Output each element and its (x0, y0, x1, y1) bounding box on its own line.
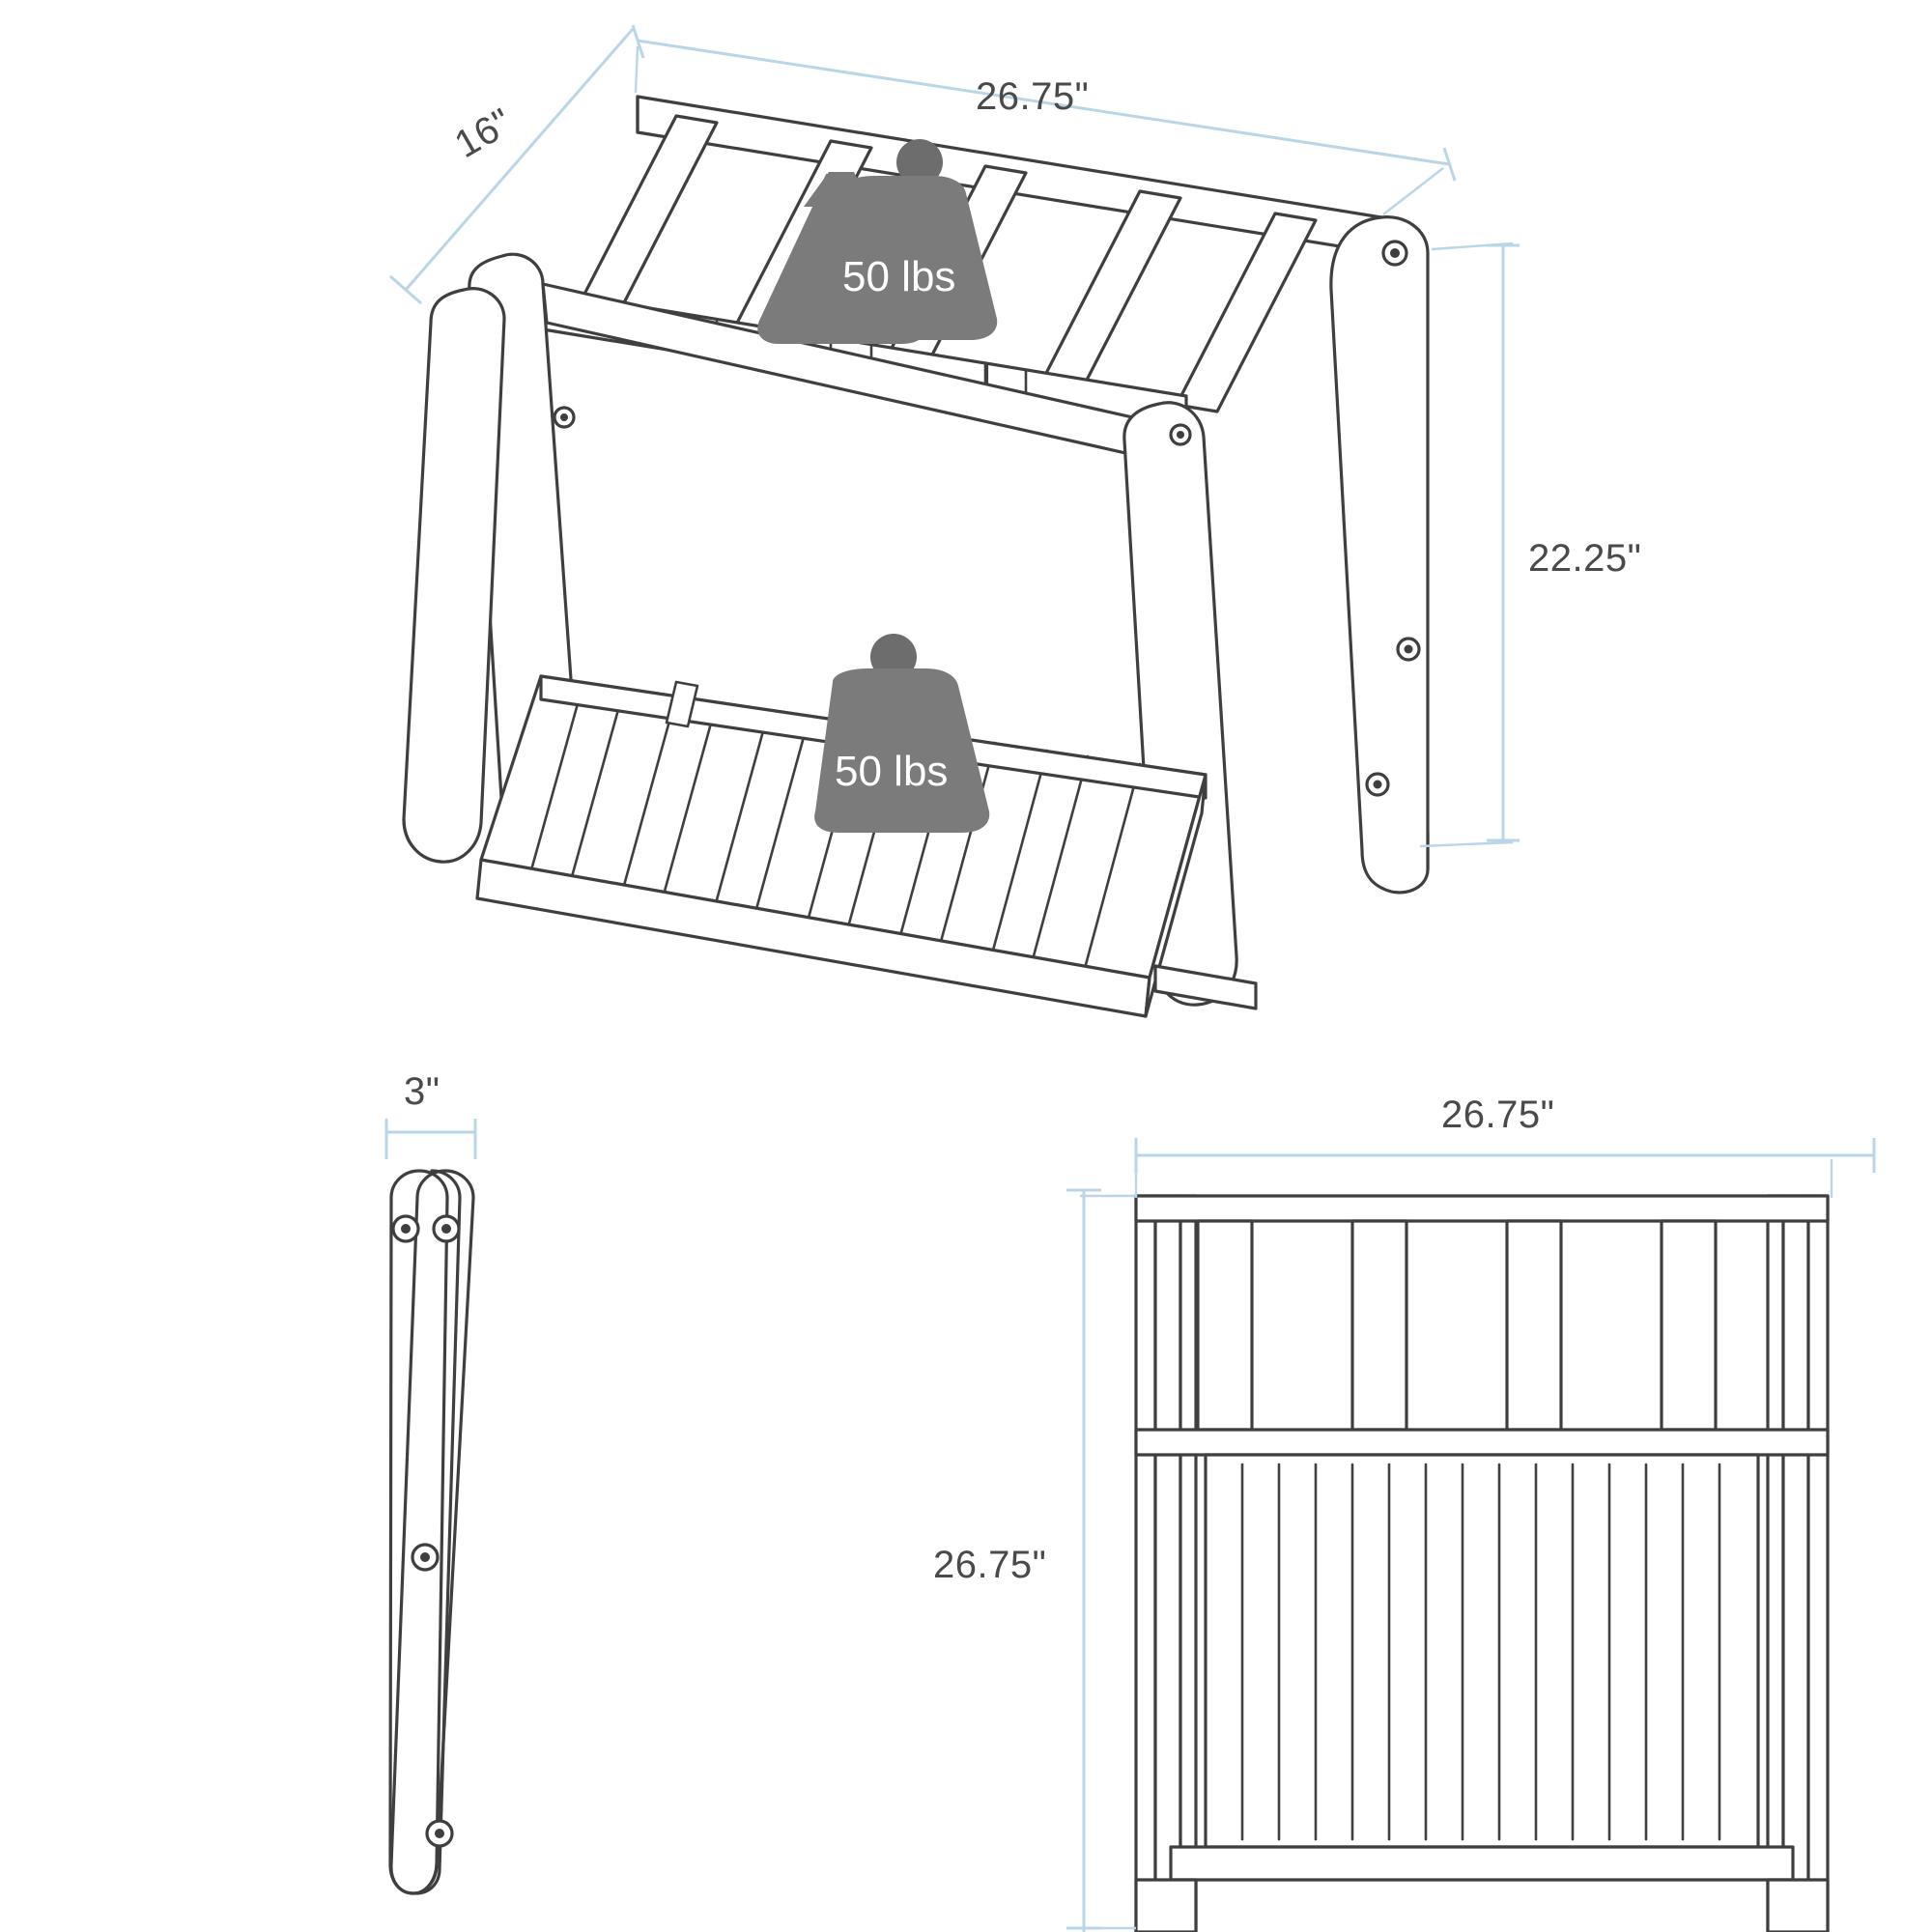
weight-badge-label-lower: 50 lbs (835, 748, 949, 795)
dimension-label-front-height: 26.75" (933, 1544, 1047, 1586)
leg-right-rear (1331, 217, 1428, 893)
dimension-label-front-width: 26.75" (1441, 1094, 1555, 1136)
folded-side-view-group (390, 1171, 473, 1893)
dimension-label-perspective-width: 26.75" (976, 75, 1090, 118)
leg-left-rear (404, 289, 504, 863)
perspective-view-group (404, 97, 1428, 1016)
weight-badge-lower (814, 634, 989, 833)
front-view-group (1136, 1196, 1828, 1932)
folded-side-dimension-lines (386, 1119, 475, 1159)
dimension-label-perspective-depth: 16" (447, 99, 520, 167)
weight-badge-label-upper: 50 lbs (842, 253, 956, 300)
dimension-label-folded-thickness: 3" (404, 1070, 440, 1113)
dimension-label-perspective-height: 22.25" (1528, 537, 1642, 580)
